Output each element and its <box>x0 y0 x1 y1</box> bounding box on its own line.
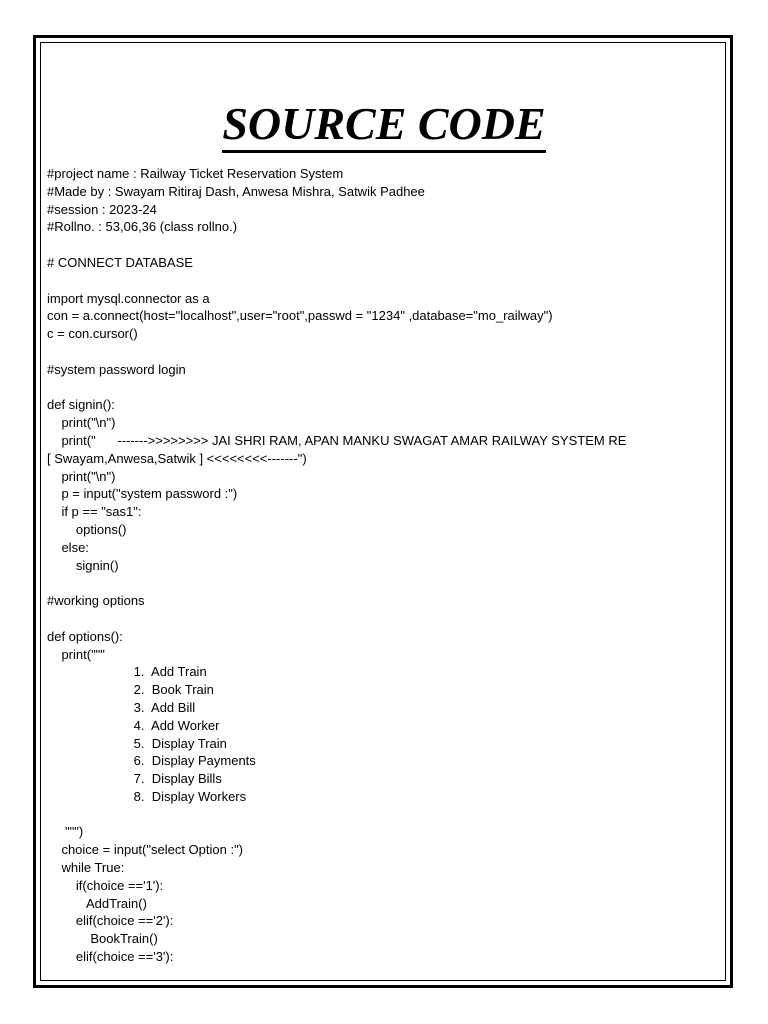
page-title <box>0 97 768 151</box>
code-line: con = a.connect(host="localhost",user="root",passwd = "1234" ,database="mo_railway") <box>47 308 553 324</box>
code-line: def signin(): <box>47 397 115 413</box>
code-line: # CONNECT DATABASE <box>47 254 193 270</box>
code-line: c = con.cursor() <box>47 326 138 342</box>
code-line: elif(choice =='2'): <box>47 913 174 929</box>
code-line <box>47 806 717 824</box>
code-line <box>47 379 717 397</box>
code-line <box>47 236 717 254</box>
code-line: p = input("system password :") <box>47 486 238 502</box>
code-line: if(choice =='1'): <box>47 877 164 893</box>
code-line: options() <box>47 521 127 537</box>
code-line <box>47 610 717 628</box>
code-line: 2. Book Train <box>47 682 214 698</box>
code-line <box>47 343 717 361</box>
code-line: if p == "sas1": <box>47 504 142 520</box>
code-line: [ Swayam,Anwesa,Satwik ] <<<<<<<<-------") <box>47 450 307 466</box>
code-line: BookTrain() <box>47 931 158 947</box>
code-line: #system password login <box>47 361 186 377</box>
code-line: else: <box>47 539 89 555</box>
code-line: elif(choice =='3'): <box>47 949 174 965</box>
code-line: 6. Display Payments <box>47 753 256 769</box>
code-line: AddTrain() <box>47 895 147 911</box>
code-line: print(""" <box>47 646 105 662</box>
code-line: 7. Display Bills <box>47 771 222 787</box>
code-line: #project name : Railway Ticket Reservation System <box>47 166 344 181</box>
page-title-text: SOURCE CODE <box>222 98 545 153</box>
code-line: 3. Add Bill <box>47 699 196 715</box>
code-line: import mysql.connector as a <box>47 290 210 306</box>
code-line: choice = input("select Option :") <box>47 842 244 858</box>
code-line: """) <box>47 824 84 840</box>
code-line: print(" ------->>>>>>>> JAI SHRI RAM, APAN MANKU SWAGAT AMAR RAILWAY SYSTEM RE <box>47 432 627 448</box>
code-line: while True: <box>47 860 125 876</box>
code-line: def options(): <box>47 628 123 644</box>
code-line: 1. Add Train <box>47 664 207 680</box>
code-line: print("\n") <box>47 415 116 431</box>
code-line: 5. Display Train <box>47 735 227 751</box>
code-line <box>47 574 717 592</box>
code-line: #Made by : Swayam Ritiraj Dash, Anwesa Mishra, Satwik Padhee <box>47 183 425 199</box>
code-line: #working options <box>47 593 145 609</box>
code-line: #Rollno. : 53,06,36 (class rollno.) <box>47 219 238 235</box>
code-line: #session : 2023-24 <box>47 201 157 217</box>
source-code-block <box>47 165 717 966</box>
code-line: print("\n") <box>47 468 116 484</box>
code-line: 8. Display Workers <box>47 788 247 804</box>
code-line <box>47 272 717 290</box>
code-line: 4. Add Worker <box>47 717 220 733</box>
code-line: signin() <box>47 557 119 573</box>
